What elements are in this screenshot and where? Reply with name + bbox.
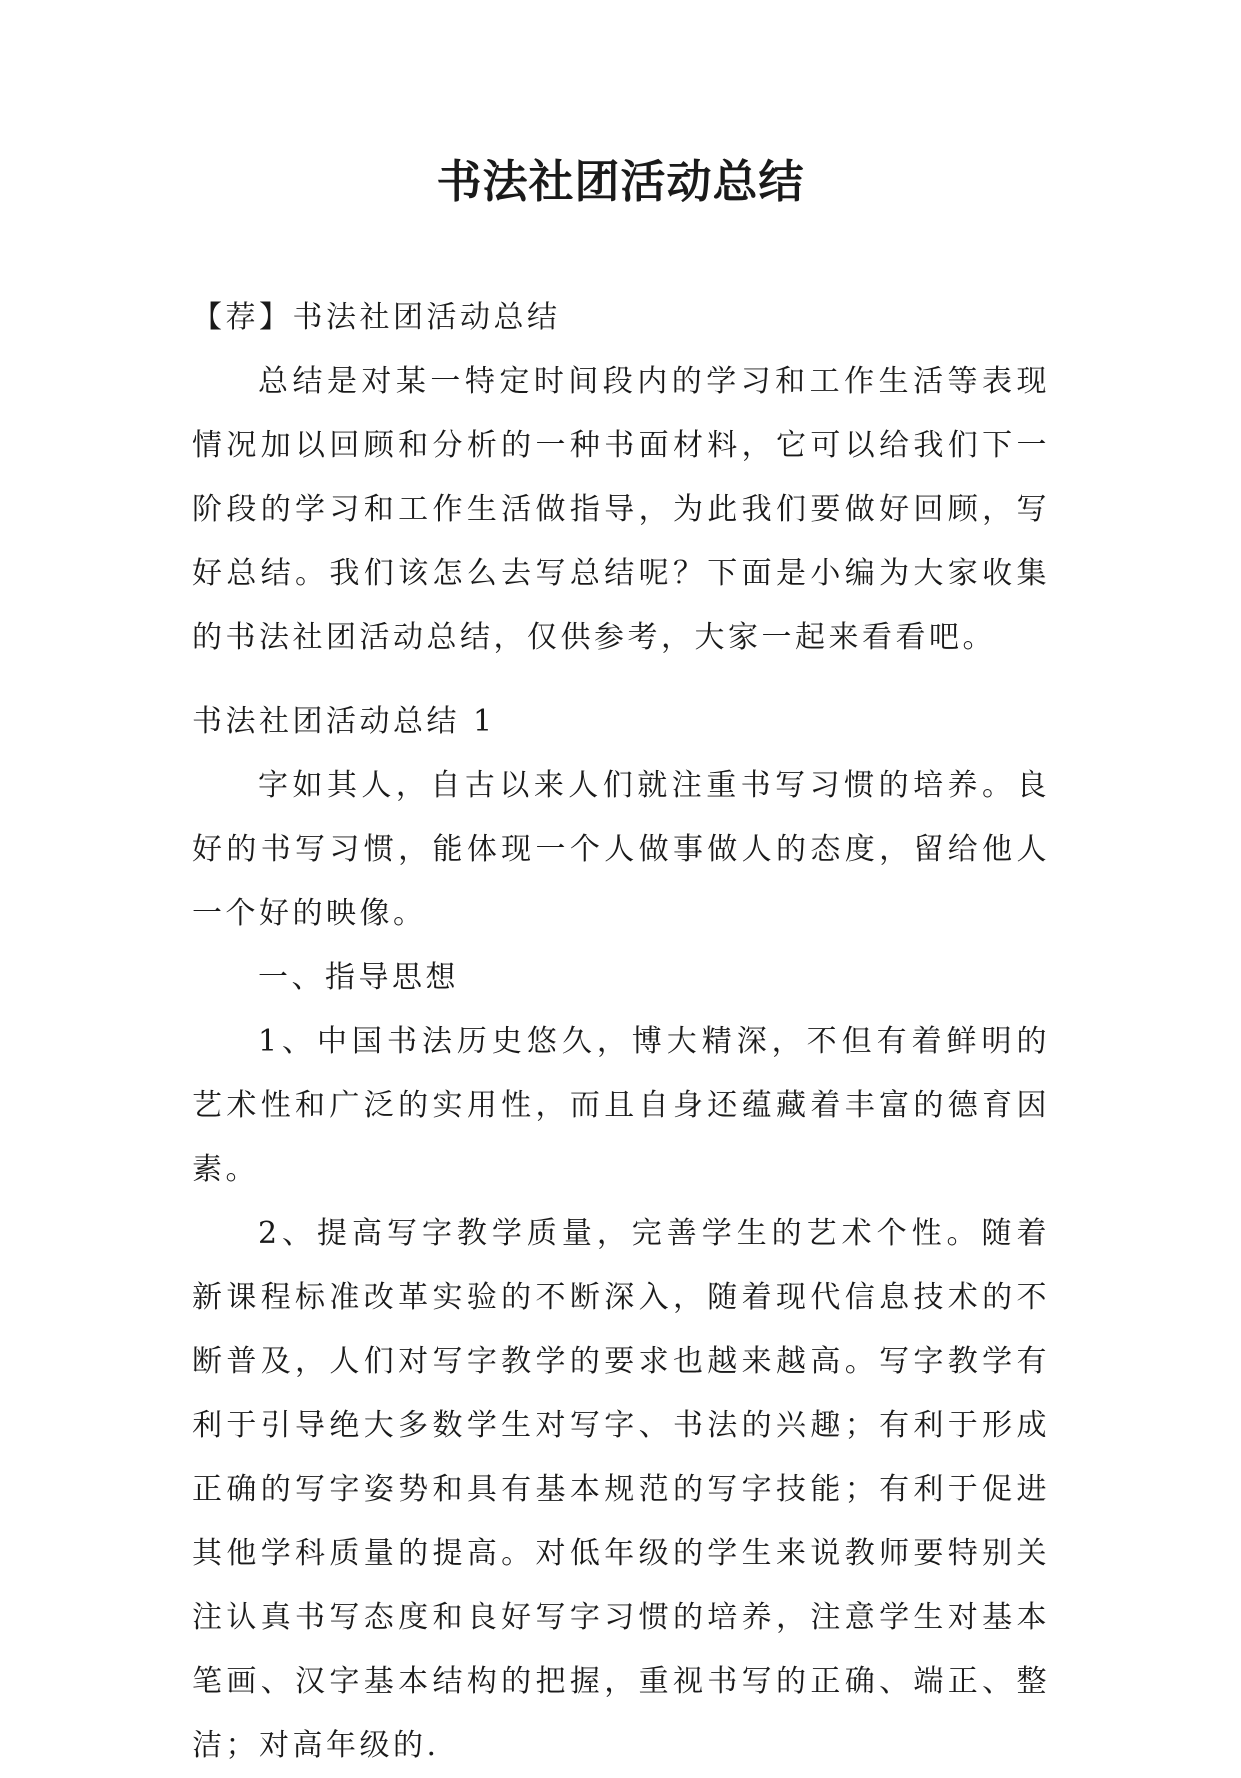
summary-section-1 [192, 690, 1050, 1778]
intro-paragraph: 总结是对某一特定时间段内的学习和工作生活等表现情况加以回顾和分析的一种书面材料，它可以给我们下一阶段的学习和工作生活做指导，为此我们要做好回顾，写好总结。我们该怎么去写总结呢？下面是小编为大家收集的书法社团活动总结，仅供参考，大家一起来看看吧。 [192, 364, 1050, 655]
intro-heading: 【荐】书法社团活动总结 [192, 300, 561, 335]
section-heading: 书法社团活动总结 1 [192, 704, 496, 739]
intro-section [192, 286, 1050, 670]
guiding-point-2: 2、提高写字教学质量，完善学生的艺术个性。随着新课程标准改革实验的不断深入，随着现代信息技术的不断普及，人们对写字教学的要求也越来越高。写字教学有利于引导绝大多数学生对写字、书法的兴趣；有利于形成正确的写字姿势和具有基本规范的写字技能；有利于促进其他学科质量的提高。对低年级的学生来说教师要特别关注认真书写态度和良好写字习惯的培养，注意学生对基本笔画、汉字基本结构的把握，重视书写的正确、端正、整洁；对高年级的. [192, 1216, 1050, 1763]
guiding-point-1: 1、中国书法历史悠久，博大精深，不但有着鲜明的艺术性和广泛的实用性，而且自身还蕴藏着丰富的德育因素。 [192, 1024, 1050, 1187]
page-title: 书法社团活动总结 [436, 155, 805, 208]
guiding-ideology-heading: 一、指导思想 [258, 960, 459, 995]
section-paragraph: 字如其人，自古以来人们就注重书写习惯的培养。良好的书写习惯，能体现一个人做事做人的态度，留给他人一个好的映像。 [192, 768, 1050, 931]
